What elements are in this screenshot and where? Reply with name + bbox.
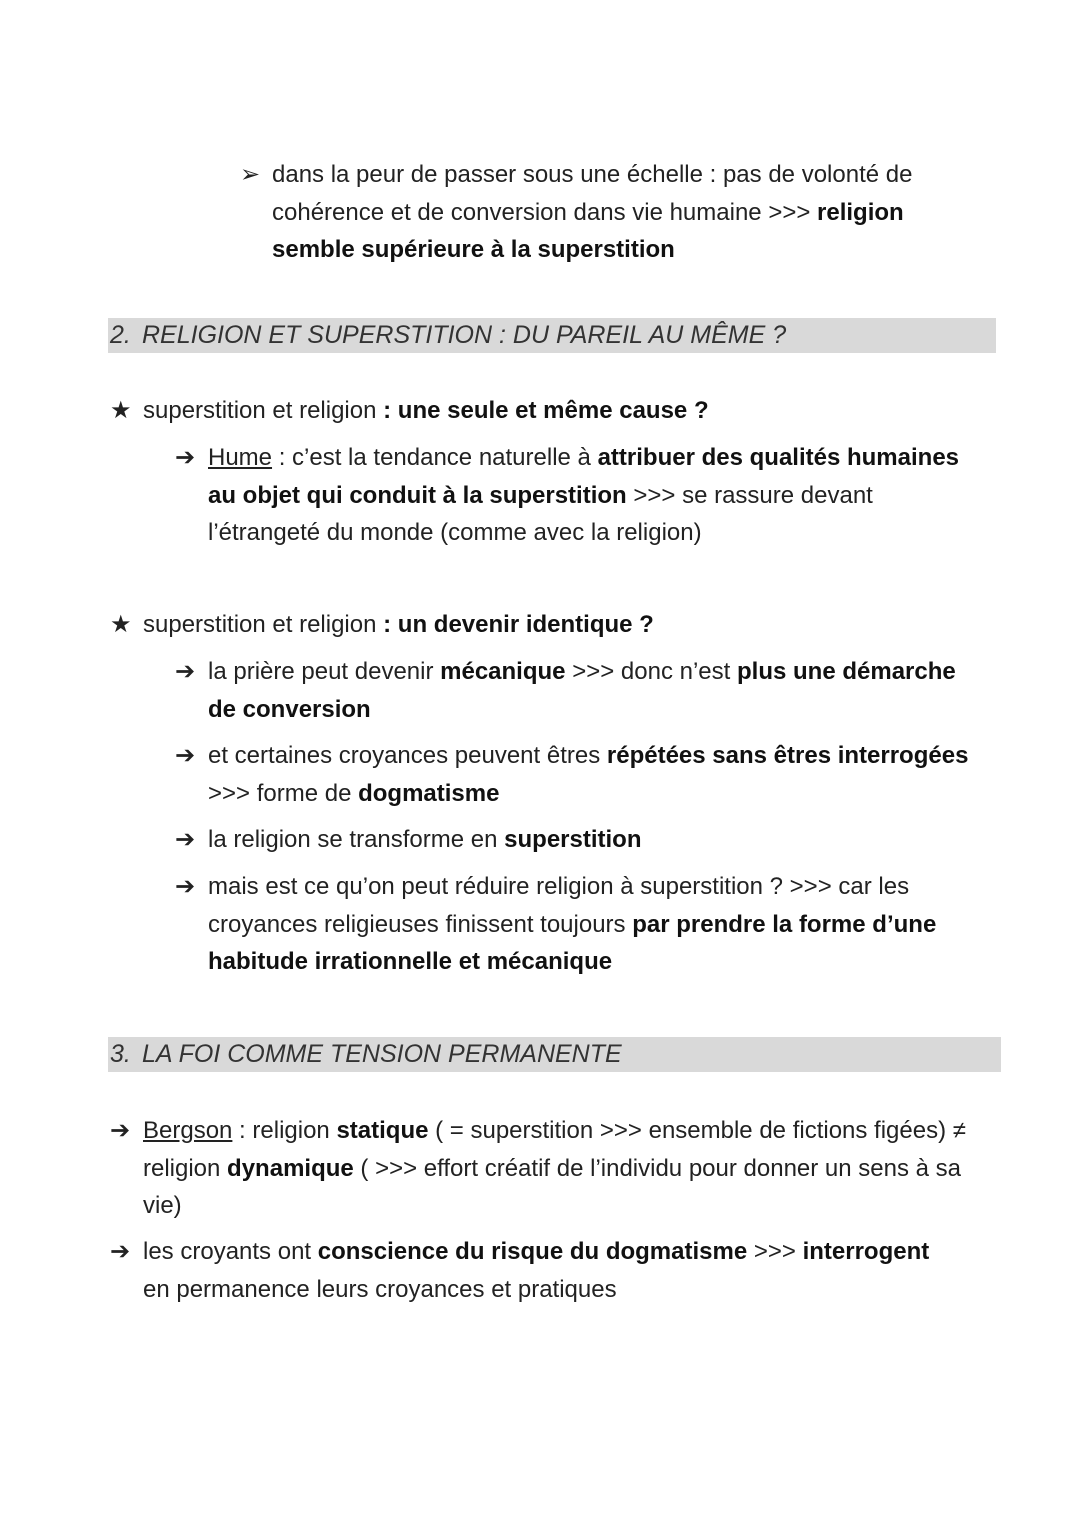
star2-text: superstition et religion: [143, 611, 384, 638]
bergson-text-1: : religion: [232, 1117, 337, 1144]
arrow-right-icon: ➔: [175, 658, 196, 685]
star-item-cause: [143, 392, 1003, 430]
reduire-bold: par prendre la forme d’une habitude irrationnelle et mécanique: [208, 910, 937, 975]
bergson-link[interactable]: Bergson: [143, 1117, 233, 1144]
arrow-right-icon: ➔: [175, 742, 196, 769]
croyants-bold-2: interrogent: [802, 1238, 930, 1265]
croyants-text-2: >>>: [747, 1238, 803, 1265]
priere-bold-2: plus une démarche de conversion: [208, 658, 956, 723]
croyances-bold-1: répétées sans êtres interrogées: [606, 742, 969, 769]
star-icon: ★: [110, 397, 132, 424]
croyants-text-3: en permanence leurs croyances et pratiques: [143, 1275, 617, 1303]
priere-text-2: >>> donc n’est: [565, 658, 737, 685]
section-3-title: LA FOI COMME TENSION PERMANENTE: [142, 1040, 622, 1068]
croyants-text-1: les croyants ont: [143, 1238, 318, 1265]
transforme-item: [208, 821, 988, 859]
hume-item: [208, 439, 988, 552]
priere-bold-1: mécanique: [440, 658, 566, 685]
arrow-right-icon: ➔: [110, 1238, 131, 1265]
arrow-right-icon: ➔: [175, 826, 196, 853]
croyances-text-2: >>> forme de: [208, 779, 359, 807]
croyants-bold-1: conscience du risque du dogmatisme: [317, 1238, 748, 1265]
croyances-text-1: et certaines croyances peuvent êtres: [208, 742, 607, 769]
arrow-right-icon: ➔: [175, 873, 196, 900]
intro-text: dans la peur de passer sous une échelle : pas de volonté de cohérence et de conversion dans vie humaine >>>: [272, 161, 913, 226]
priere-item: [208, 653, 988, 728]
reduire-text: mais est ce qu’on peut réduire religion à superstition ? >>> car les croyances religieuses finissent toujours: [208, 873, 910, 938]
transforme-text: la religion se transforme en: [208, 826, 505, 853]
reduire-item: [208, 868, 948, 981]
croyants-item: [143, 1233, 953, 1308]
croyances-item: [208, 737, 1008, 812]
bergson-text-3: ( >>> effort créatif de l’individu pour donner un sens à sa vie): [143, 1154, 962, 1219]
intro-item: [272, 156, 992, 269]
bergson-bold-1: statique: [336, 1117, 429, 1144]
hume-text-1: : c’est la tendance naturelle à: [272, 444, 598, 471]
star-icon: ★: [110, 611, 132, 638]
star2-bold: : un devenir identique ?: [383, 611, 654, 638]
star-item-devenir: [143, 606, 1003, 644]
priere-text-1: la prière peut devenir: [208, 658, 441, 685]
hume-text-2: >>> se rassure devant l’étrangeté du monde (comme avec la religion): [208, 481, 873, 546]
arrow-right-icon: ➔: [175, 444, 196, 471]
section-2-number: 2.: [110, 321, 131, 349]
star1-bold: : une seule et même cause ?: [383, 397, 709, 424]
section-3-number: 3.: [110, 1040, 131, 1068]
bergson-bold-2: dynamique: [227, 1154, 354, 1182]
section-2-heading: [108, 318, 996, 353]
transforme-bold: superstition: [504, 826, 642, 853]
hume-link[interactable]: Hume: [208, 444, 273, 471]
arrow-right-icon: ➔: [110, 1117, 131, 1144]
section-2-title: RELIGION ET SUPERSTITION : DU PAREIL AU MÊME ?: [142, 321, 787, 349]
bergson-item: [143, 1112, 973, 1225]
star1-text: superstition et religion: [143, 397, 384, 424]
bergson-text-2: ( = superstition >>> ensemble de fictions figées) ≠ religion: [143, 1117, 966, 1182]
hume-bold: attribuer des qualités humaines au objet qui conduit à la superstition: [208, 444, 960, 509]
intro-bold: religion semble supérieure à la superstition: [272, 198, 904, 263]
section-3-heading: [108, 1037, 1001, 1072]
croyances-bold-2: dogmatisme: [358, 779, 500, 807]
chevron-right-icon: ➢: [240, 161, 261, 188]
